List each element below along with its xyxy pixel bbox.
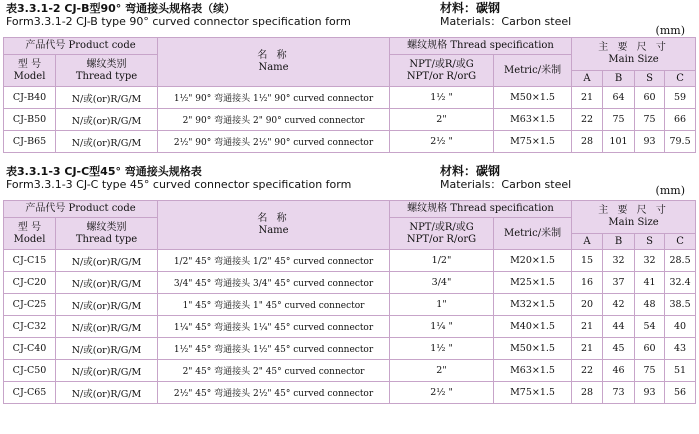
- table2-unit: (mm): [655, 184, 685, 197]
- cell-metric: M75×1.5: [494, 131, 572, 153]
- header-a: A: [572, 71, 603, 87]
- header-c: C: [665, 234, 696, 250]
- cell-a: 28: [572, 131, 603, 153]
- table2-title-en: Form3.3.1-3 CJ-C type 45° curved connector specification form: [6, 178, 352, 191]
- header-product-code: 产品代号 Product code: [4, 201, 158, 218]
- cell-s: 75: [635, 109, 665, 131]
- header-metric: Metric/米制: [494, 218, 572, 250]
- header-name: 名 称 Name: [158, 201, 390, 250]
- header-model: 型 号 Model: [4, 218, 56, 250]
- cell-s: 41: [635, 272, 665, 294]
- table-row: [4, 294, 696, 316]
- header-metric: Metric/米制: [494, 55, 572, 87]
- cell-thread-type: N/或(or)R/G/M: [56, 294, 158, 316]
- spec-table-1: [3, 37, 696, 153]
- cell-b: 42: [603, 294, 635, 316]
- table-row: [4, 250, 696, 272]
- header-thread-type: 螺纹类别 Thread type: [56, 218, 158, 250]
- cell-metric: M32×1.5: [494, 294, 572, 316]
- table2-material-en: Materials：Carbon steel: [440, 178, 572, 191]
- cell-c: 51: [665, 360, 696, 382]
- table-row: [4, 338, 696, 360]
- cell-model: CJ-C25: [4, 294, 56, 316]
- table2-title: [6, 165, 351, 191]
- cell-name: 2" 90° 弯通接头 2" 90° curved connector: [158, 109, 390, 131]
- cell-model: CJ-C20: [4, 272, 56, 294]
- table1-material-en: Materials：Carbon steel: [440, 15, 572, 28]
- cell-a: 22: [572, 360, 603, 382]
- cell-c: 32.4: [665, 272, 696, 294]
- cell-npt: 1": [390, 294, 494, 316]
- cell-name: 1" 45° 弯通接头 1" 45° curved connector: [158, 294, 390, 316]
- cell-b: 101: [603, 131, 635, 153]
- cell-model: CJ-B40: [4, 87, 56, 109]
- cell-c: 59: [665, 87, 696, 109]
- cell-s: 60: [635, 87, 665, 109]
- cell-b: 32: [603, 250, 635, 272]
- cell-thread-type: N/或(or)R/G/M: [56, 250, 158, 272]
- table-row: [4, 109, 696, 131]
- cell-s: 93: [635, 131, 665, 153]
- cell-b: 44: [603, 316, 635, 338]
- cell-metric: M63×1.5: [494, 109, 572, 131]
- cell-a: 21: [572, 87, 603, 109]
- header-main-size: 主 要 尺 寸 Main Size: [572, 201, 696, 234]
- cell-name: 1/2" 45° 弯通接头 1/2" 45° curved connector: [158, 250, 390, 272]
- cell-model: CJ-C32: [4, 316, 56, 338]
- cell-metric: M20×1.5: [494, 250, 572, 272]
- cell-model: CJ-C40: [4, 338, 56, 360]
- table-row: [4, 382, 696, 404]
- cell-thread-type: N/或(or)R/G/M: [56, 131, 158, 153]
- header-thread-type: 螺纹类别 Thread type: [56, 55, 158, 87]
- cell-s: 48: [635, 294, 665, 316]
- cell-metric: M25×1.5: [494, 272, 572, 294]
- cell-metric: M75×1.5: [494, 382, 572, 404]
- cell-b: 64: [603, 87, 635, 109]
- cell-thread-type: N/或(or)R/G/M: [56, 109, 158, 131]
- header-s: S: [635, 71, 665, 87]
- cell-thread-type: N/或(or)R/G/M: [56, 382, 158, 404]
- cell-s: 93: [635, 382, 665, 404]
- cell-b: 46: [603, 360, 635, 382]
- header-main-size: 主 要 尺 寸 Main Size: [572, 38, 696, 71]
- cell-model: CJ-C65: [4, 382, 56, 404]
- cell-metric: M50×1.5: [494, 338, 572, 360]
- cell-a: 21: [572, 316, 603, 338]
- header-model: 型 号 Model: [4, 55, 56, 87]
- cell-s: 32: [635, 250, 665, 272]
- header-s: S: [635, 234, 665, 250]
- cell-npt: 1½ ": [390, 338, 494, 360]
- cell-s: 60: [635, 338, 665, 360]
- cell-b: 73: [603, 382, 635, 404]
- cell-c: 56: [665, 382, 696, 404]
- cell-thread-type: N/或(or)R/G/M: [56, 272, 158, 294]
- header-c: C: [665, 71, 696, 87]
- table-row: [4, 360, 696, 382]
- cell-npt: 3/4": [390, 272, 494, 294]
- cell-model: CJ-B65: [4, 131, 56, 153]
- table1-body: [4, 87, 696, 153]
- cell-npt: 2": [390, 360, 494, 382]
- cell-c: 66: [665, 109, 696, 131]
- cell-c: 38.5: [665, 294, 696, 316]
- table-row: [4, 272, 696, 294]
- cell-npt: 1/2": [390, 250, 494, 272]
- cell-s: 54: [635, 316, 665, 338]
- table1-title: [6, 2, 351, 28]
- table1-unit: (mm): [655, 24, 685, 37]
- cell-a: 16: [572, 272, 603, 294]
- cell-b: 45: [603, 338, 635, 360]
- cell-metric: M63×1.5: [494, 360, 572, 382]
- cell-thread-type: N/或(or)R/G/M: [56, 316, 158, 338]
- cell-npt: 1½ ": [390, 87, 494, 109]
- cell-npt: 1¼ ": [390, 316, 494, 338]
- cell-metric: M50×1.5: [494, 87, 572, 109]
- cell-s: 75: [635, 360, 665, 382]
- cell-name: 2½" 45° 弯通接头 2½" 45° curved connector: [158, 382, 390, 404]
- cell-name: 1¼" 45° 弯通接头 1¼" 45° curved connector: [158, 316, 390, 338]
- table-row: [4, 131, 696, 153]
- cell-a: 21: [572, 338, 603, 360]
- table1-title-cn: 表3.3.1-2 CJ-B型90° 弯通接头规格表（续）: [6, 2, 236, 15]
- table2-body: [4, 250, 696, 404]
- cell-thread-type: N/或(or)R/G/M: [56, 360, 158, 382]
- table2-title-cn: 表3.3.1-3 CJ-C型45° 弯通接头规格表: [6, 165, 202, 178]
- cell-thread-type: N/或(or)R/G/M: [56, 87, 158, 109]
- cell-name: 1½" 90° 弯通接头 1½" 90° curved connector: [158, 87, 390, 109]
- cell-b: 75: [603, 109, 635, 131]
- cell-c: 40: [665, 316, 696, 338]
- spec-table-2: [3, 200, 696, 404]
- cell-name: 2½" 90° 弯通接头 2½" 90° curved connector: [158, 131, 390, 153]
- cell-model: CJ-C15: [4, 250, 56, 272]
- cell-c: 43: [665, 338, 696, 360]
- cell-c: 79.5: [665, 131, 696, 153]
- header-b: B: [603, 71, 635, 87]
- header-product-code: 产品代号 Product code: [4, 38, 158, 55]
- cell-a: 22: [572, 109, 603, 131]
- cell-thread-type: N/或(or)R/G/M: [56, 338, 158, 360]
- table1-material: [440, 2, 571, 28]
- cell-b: 37: [603, 272, 635, 294]
- cell-name: 2" 45° 弯通接头 2" 45° curved connector: [158, 360, 390, 382]
- cell-npt: 2": [390, 109, 494, 131]
- cell-a: 20: [572, 294, 603, 316]
- table-row: [4, 87, 696, 109]
- header-a: A: [572, 234, 603, 250]
- header-npt: NPT/或R/或G NPT/or R/orG: [390, 55, 494, 87]
- table2-material-cn: 材料：碳钢: [440, 164, 501, 178]
- header-b: B: [603, 234, 635, 250]
- table1-title-en: Form3.3.1-2 CJ-B type 90° curved connector specification form: [6, 15, 351, 28]
- table1-material-cn: 材料：碳钢: [440, 1, 501, 15]
- cell-name: 1½" 45° 弯通接头 1½" 45° curved connector: [158, 338, 390, 360]
- cell-c: 28.5: [665, 250, 696, 272]
- table-row: [4, 316, 696, 338]
- cell-model: CJ-C50: [4, 360, 56, 382]
- cell-npt: 2½ ": [390, 131, 494, 153]
- cell-model: CJ-B50: [4, 109, 56, 131]
- cell-a: 28: [572, 382, 603, 404]
- header-name: 名 称 Name: [158, 38, 390, 87]
- header-npt: NPT/或R/或G NPT/or R/orG: [390, 218, 494, 250]
- cell-name: 3/4" 45° 弯通接头 3/4" 45° curved connector: [158, 272, 390, 294]
- header-thread-spec: 螺纹规格 Thread specification: [390, 201, 572, 218]
- cell-a: 15: [572, 250, 603, 272]
- table2-material: [440, 165, 571, 191]
- cell-npt: 2½ ": [390, 382, 494, 404]
- header-thread-spec: 螺纹规格 Thread specification: [390, 38, 572, 55]
- cell-metric: M40×1.5: [494, 316, 572, 338]
